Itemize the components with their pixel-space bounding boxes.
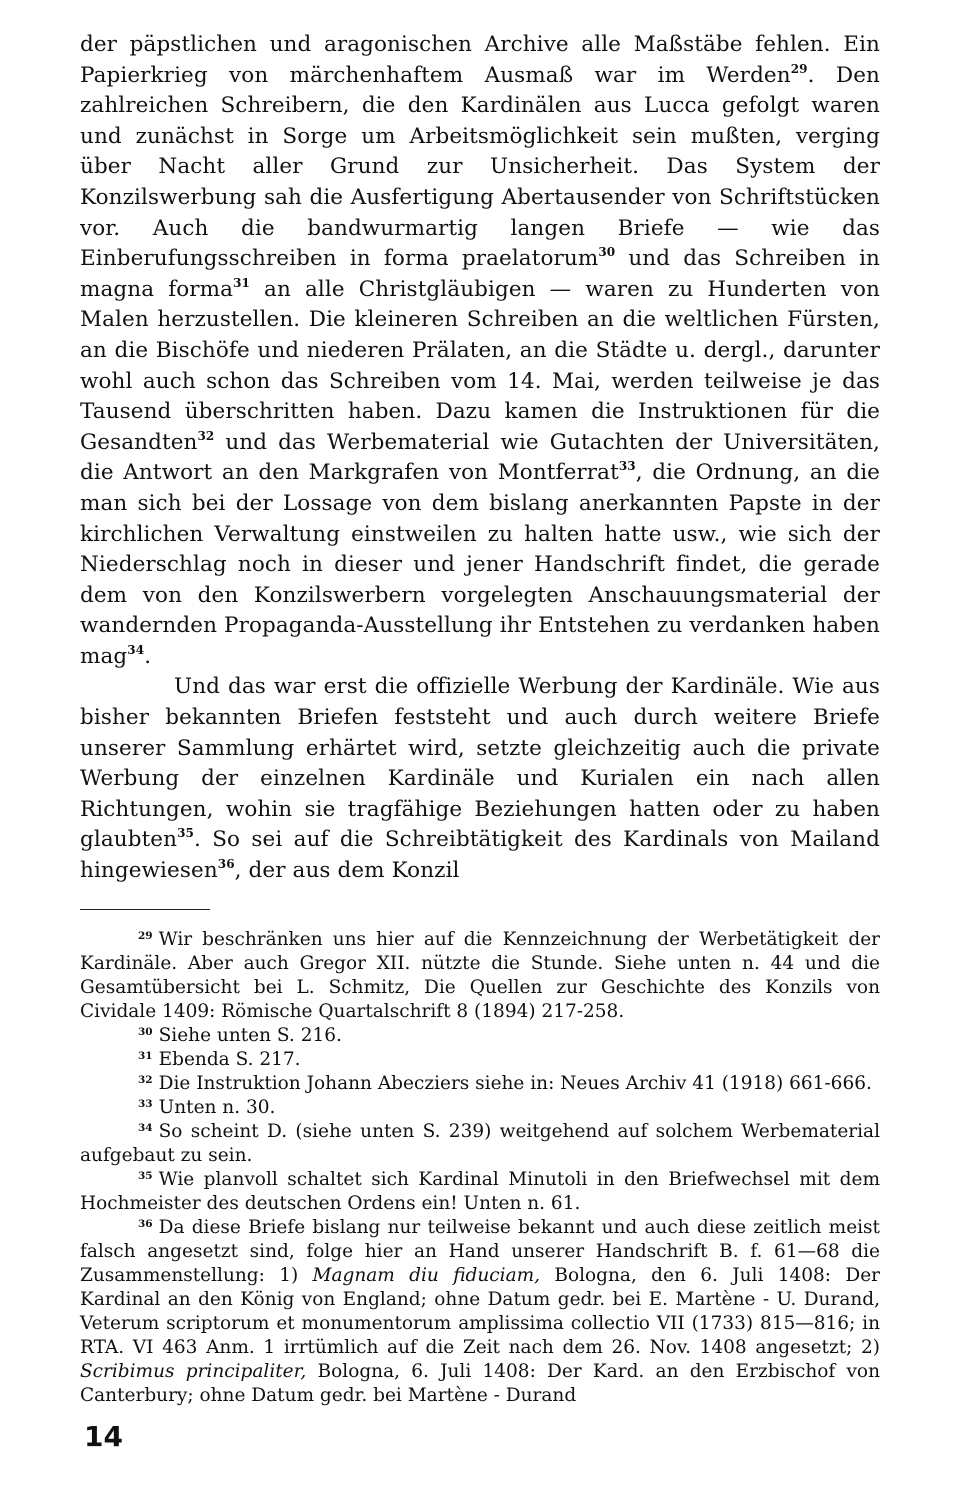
page-number: 14	[84, 1420, 123, 1453]
footnote-text: Wie planvoll schaltet sich Kardinal Minutoli in den Briefwechsel mit dem Hochmeister des deutschen Ordens ein! Unten n. 61.	[80, 1168, 880, 1214]
book-page	[80, 30, 880, 1408]
letter-incipit: Magnam diu fiduciam,	[312, 1264, 541, 1286]
footnote-text: Siehe unten S. 216.	[158, 1024, 342, 1046]
footnote	[80, 1096, 880, 1120]
paragraph-1: der päpstlichen und aragonischen Archive alle Maßstäbe fehlen. Ein Papierkrieg von märchenhaftem Ausmaß war im Werden$^{29}$. Den zahlreichen Schreibern, die den Kardinälen aus Lucca gefolgt waren und zunächst in Sorge um Arbeitsmöglichkeit sein mußten, verging über Nacht aller Grund zur Unsicherheit. Das System der Konzilswerbung sah die Ausfertigung Abertausender von Schriftstücken vor. Auch die bandwurmartig langen Briefe — wie das Einberufungsschreiben in forma praelatorum$^{30}$ und das Schreiben in magna forma$^{31}$ an alle Christgläubigen — waren zu Hunderten von Malen herzustellen. Die kleineren Schreiben an die weltlichen Fürsten, an die Bischöfe und niederen Prälaten, an die Städte u. dergl., darunter wohl auch schon das Schreiben vom 14. Mai, werden teilweise je das Tausend überschritten haben. Dazu kamen die Instruktionen für die Gesandten$^{32}$ und das Werbematerial wie Gutachten der Universitäten, die Antwort an den Markgrafen von Montferrat$^{33}$, die Ordnung, an die man sich bei der Lossage von dem bislang anerkannten Papste in der kirchlichen Verwaltung einstweilen zu halten hatte usw., wie sich der Niederschlag noch in dieser und jener Handschrift findet, die gerade dem von den Konzilswerbern vorgelegten Anschauungsmaterial der wandernden Propaganda-Ausstellung ihr Entstehen zu verdanken haben mag$^{34}$.	[80, 32, 880, 669]
footnote-text: Unten n. 30.	[158, 1096, 276, 1118]
footnote-number: 33	[138, 1097, 153, 1110]
footnote-ref: 29	[790, 61, 808, 76]
footnote-ref: 34	[127, 642, 145, 657]
footnote-ref: 36	[217, 857, 235, 872]
footnote-number: 35	[138, 1169, 153, 1182]
footnote-text: Wir beschränken uns hier auf die Kennzeichnung der Werbetätigkeit der Kardinäle. Aber auch Gregor XII. nützte die Stunde. Siehe unten n. 44 und die Gesamtübersicht bei L. Schmitz, Die Quellen zur Geschichte des Konzils von Cividale 1409: Römische Quartalschrift 8 (1894) 217-258.	[80, 928, 880, 1022]
footnote-number: 34	[138, 1121, 153, 1134]
footnote-ref: 30	[598, 245, 616, 260]
footnote-ref: 31	[233, 275, 250, 290]
footnote	[80, 1168, 880, 1216]
footnote-number: 32	[138, 1073, 153, 1086]
footnote-text: Ebenda S. 217.	[158, 1048, 301, 1070]
footnote: $^{36}$ Da diese Briefe bislang nur teilweise bekannt und auch diese zeitlich meist falsch angesetzt sind, folge hier an Hand unserer Handschrift B. f. 61—68 die Zusammenstellung: 1) Magnam diu fiduciam, Bologna, den 6. Juli 1408: Der Kardinal an den König von England; ohne Datum gedr. bei E. Martène - U. Durand, Veterum scriptorum et monumentorum amplissima collectio VII (1733) 815—816; in RTA. VI 463 Anm. 1 irrtümlich auf die Zeit nach dem 26. Nov. 1408 angesetzt; 2) Scribimus principaliter, Bologna, 6. Juli 1408: Der Kard. an den Erzbischof von Canterbury; ohne Datum gedr. bei Martène - Durand	[80, 1216, 880, 1406]
footnote	[80, 1072, 880, 1096]
footnote	[80, 1120, 880, 1168]
footnote-number: 30	[138, 1025, 153, 1038]
letter-incipit: Scribimus principaliter,	[80, 1360, 307, 1382]
footnote-ref: 32	[197, 428, 215, 443]
footnote-number: 31	[138, 1049, 153, 1062]
footnote-number: 29	[138, 929, 153, 942]
footnote-ref: 35	[177, 826, 194, 841]
paragraph-2: Und das war erst die offizielle Werbung der Kardinäle. Wie aus bisher bekannten Briefen feststeht und auch durch weitere Briefe unserer Sammlung erhärtet wird, setzte gleichzeitig auch die private Werbung der einzelnen Kardinäle und Kurialen ein nach allen Richtungen, wohin sie tragfähige Beziehungen hatten oder zu haben glaubten$^{35}$. So sei auf die Schreibtätigkeit des Kardinals von Mailand hingewiesen$^{36}$, der aus dem Konzil	[80, 674, 880, 884]
footnote-text: Die Instruktion Johann Abecziers siehe in: Neues Archiv 41 (1918) 661-666.	[158, 1072, 872, 1094]
footnote-divider	[80, 909, 210, 910]
footnote	[80, 928, 880, 1024]
footnote-text: So scheint D. (siehe unten S. 239) weitgehend auf solchem Werbematerial aufgebaut zu sein.	[80, 1120, 880, 1166]
main-text	[80, 30, 880, 887]
footnotes	[80, 928, 880, 1408]
footnote	[80, 1024, 880, 1048]
footnote-number: 36	[138, 1217, 153, 1230]
footnote	[80, 1048, 880, 1072]
footnote-ref: 33	[618, 459, 636, 474]
